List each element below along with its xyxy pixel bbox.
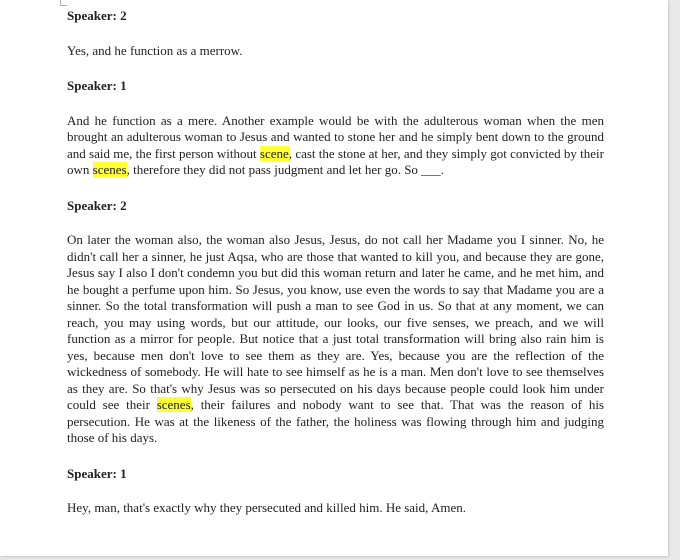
transcript-paragraph: On later the woman also, the woman also Jesus, Jesus, do not call her Madame you I sinner. No, he didn't call her a sinner, he just Aqsa, who are those that wanted to kill you, and because they are gone, Jesus say I also I don't condemn you but did this woman return and later he came, and he met him, and he bought a perfume upon him. So Jesus, you know, use even the words to say that Madame you are a sinner. So the total transformation will push a man to see God in us. So that at any moment, we can reach, you may using words, but our attitude, our looks, our five senses, we preach, and we will function as a mirror for people. But notice that a just total transformation will bring also rain him is yes, because men don't love to see them as they are. Yes, because you are the reflection of the wickedness of somebody. He will hate to see himself as he is a man. Men don't love to see themselves as they are. So that's why Jesus was so persecuted on his days because people could look him under could see their scenes, their failures and nobody want to see that. That was the reason of his persecution. He was at the likeness of the father, the holiness was flowing through him and judging those of his days. (67, 232, 604, 445)
highlighted-term: scenes (92, 162, 127, 177)
transcript-paragraph: Hey, man, that's exactly why they persecuted and killed him. He said, Amen. (67, 500, 466, 515)
transcript-body (67, 8, 604, 536)
speaker-label: Speaker: 1 (67, 78, 127, 93)
highlighted-term: scenes (156, 397, 191, 412)
speaker-label: Speaker: 2 (67, 197, 127, 213)
highlighted-term: scene (259, 145, 289, 161)
speaker-label: Speaker: 1 (67, 465, 127, 481)
transcript-paragraph: And he function as a mere. Another example would be with the adulterous woman when the men brought an adulterous woman to Jesus and wanted to stone her and he simply bent down to the ground and said me, the first person without scene, cast the stone at her, and they simply got convicted by their own scenes, therefore they did not pass judgment and let her go. So ___. (67, 112, 604, 177)
margin-corner-mark (60, 0, 67, 6)
transcript-paragraph: Yes, and he function as a merrow. (67, 42, 243, 58)
speaker-label: Speaker: 2 (67, 8, 127, 23)
